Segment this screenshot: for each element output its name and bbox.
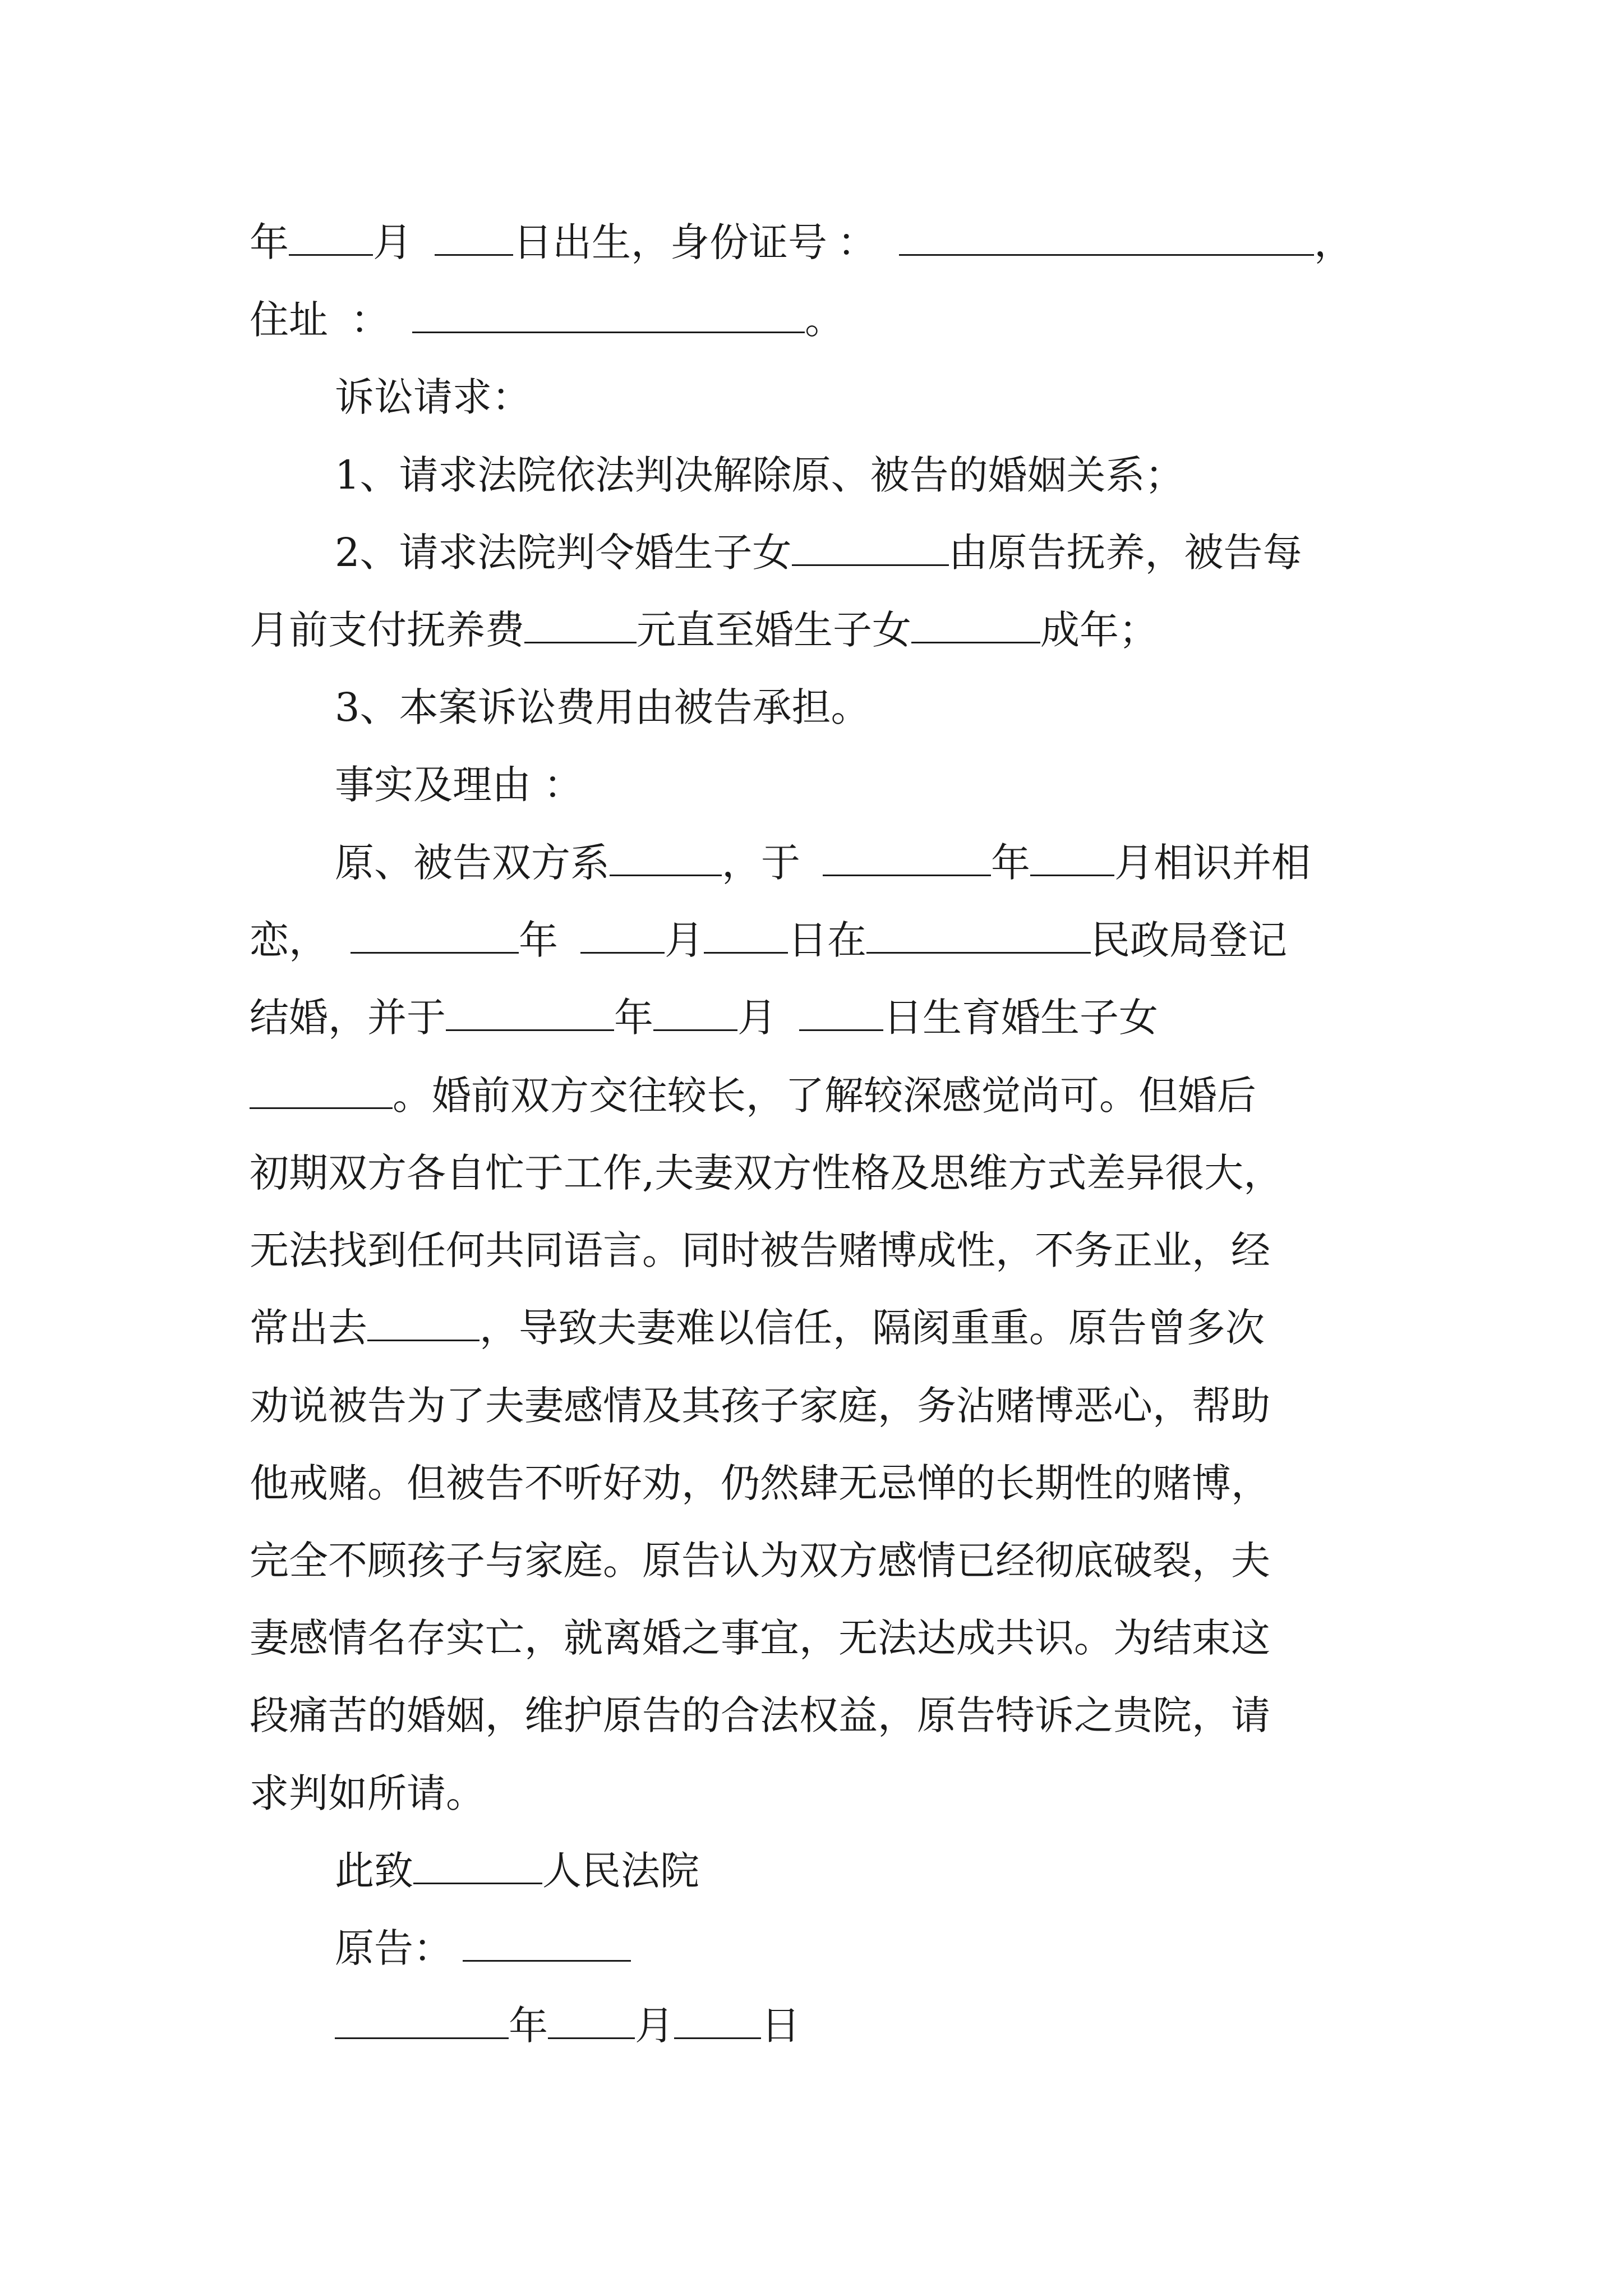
facts-text: 民政局登记 (1091, 917, 1287, 963)
marriage-day-blank[interactable] (704, 919, 788, 954)
claim-2-cont-c: 成年； (1040, 607, 1158, 653)
date-month-blank[interactable] (548, 2005, 635, 2039)
claim-3: 3、本案诉讼费用由被告承担。 (335, 684, 870, 730)
activity-blank[interactable] (367, 1307, 479, 1341)
date-year-label: 年 (509, 2003, 548, 2049)
facts-text: 结婚，并于 (250, 995, 446, 1041)
meet-month-blank[interactable] (1030, 842, 1114, 876)
facts-text: 日生育婚生子女 (883, 995, 1158, 1041)
facts-line-12: 段痛苦的婚姻，维护原告的合法权益，原告特诉之贵院，请 (250, 1692, 1270, 1738)
facts-text: 常出去 (250, 1305, 367, 1351)
facts-text: 月 (665, 917, 704, 963)
claim-2-cont-b: 元直至婚生子女 (637, 607, 911, 653)
civil-affairs-bureau-blank[interactable] (866, 919, 1091, 954)
address-colon: ： (351, 297, 390, 343)
claim-2-cont-a: 月前支付抚养费 (250, 607, 524, 653)
facts-line-1 (335, 829, 1311, 896)
claim-2-text-a: 2、请求法院判令婚生子女 (335, 530, 792, 576)
marriage-month-blank[interactable] (580, 919, 665, 954)
birth-year-blank[interactable] (446, 997, 614, 1031)
closing-line (335, 1837, 699, 1904)
claim-2-continuation (250, 596, 1158, 664)
plaintiff-label: 原告： (335, 1925, 453, 1971)
month-label: 月 (373, 219, 412, 265)
facts-text: ，导致夫妻难以信任，隔阂重重。原告曾多次 (479, 1305, 1265, 1351)
relationship-blank[interactable] (610, 842, 722, 876)
facts-text: 日在 (788, 917, 866, 963)
support-amount-blank[interactable] (524, 609, 637, 643)
child-birth-day-blank[interactable] (799, 997, 883, 1031)
claim-2 (335, 519, 1302, 586)
facts-line-8: 劝说被告为了夫妻感情及其孩子家庭，务沾赌博恶心，帮助 (250, 1383, 1270, 1429)
facts-text: ，于 (722, 840, 800, 886)
address-label: 住址 (250, 297, 328, 343)
plaintiff-line (335, 1915, 631, 1982)
period: 。 (805, 297, 844, 343)
address-blank[interactable] (412, 299, 805, 333)
facts-text: 原、被告双方系 (335, 840, 610, 886)
facts-heading: 事实及理由 ： (335, 762, 583, 808)
facts-text: 月相识并相 (1114, 840, 1311, 886)
birth-month-blank[interactable] (289, 222, 373, 256)
comma: ， (1314, 219, 1353, 265)
plaintiff-name-blank[interactable] (463, 1927, 631, 1962)
date-year-blank[interactable] (335, 2005, 509, 2039)
year-label: 年 (250, 219, 289, 265)
facts-text: 年 (991, 840, 1030, 886)
facts-line-13: 求判如所请。 (250, 1770, 485, 1816)
date-day-blank[interactable] (674, 2005, 761, 2039)
facts-line-10: 完全不顾孩子与家庭。原告认为双方感情已经彻底破裂，夫 (250, 1538, 1270, 1584)
facts-line-2 (250, 907, 1287, 974)
facts-line-5: 初期双方各自忙于工作,夫妻双方性格及思维方式差异很大， (250, 1150, 1283, 1196)
facts-text: 年 (614, 995, 653, 1041)
child-birth-month-blank[interactable] (653, 997, 737, 1031)
birth-label: 日出生 (513, 219, 631, 265)
claims-heading: 诉讼请求： (335, 374, 531, 420)
facts-line-11: 妻感情名存实亡，就离婚之事宜，无法达成共识。为结束这 (250, 1615, 1270, 1661)
court-label: 人民法院 (542, 1848, 699, 1894)
id-colon: ： (837, 219, 877, 265)
facts-line-6: 无法找到任何共同语言。同时被告赌博成性，不务正业，经 (250, 1227, 1270, 1273)
child-name-blank-3[interactable] (250, 1075, 393, 1109)
birth-id-line (250, 209, 1353, 276)
claim-1: 1、请求法院依法判决解除原、被告的婚姻关系； (335, 452, 1184, 498)
facts-line-9: 他戒赌。但被告不听好劝，仍然肆无忌惮的长期性的赌博， (250, 1460, 1270, 1506)
child-name-blank-2[interactable] (911, 609, 1040, 643)
closing-text: 此致 (335, 1848, 413, 1894)
child-name-blank[interactable] (792, 532, 949, 566)
birth-day-blank[interactable] (435, 222, 513, 256)
meet-year-blank[interactable] (823, 842, 991, 876)
facts-text: 月 (737, 995, 777, 1041)
facts-text: 恋， (250, 917, 328, 963)
id-number-label: ，身份证号 (631, 219, 827, 265)
id-number-blank[interactable] (899, 222, 1314, 256)
date-line (335, 1992, 800, 2059)
facts-line-4 (250, 1062, 1256, 1129)
facts-line-3 (250, 984, 1158, 1051)
address-line (250, 286, 844, 353)
date-day-label: 日 (761, 2003, 800, 2049)
facts-text: 。婚前双方交往较长，了解较深感觉尚可。但婚后 (393, 1073, 1256, 1119)
claim-2-text-b: 由原告抚养，被告每 (948, 530, 1302, 576)
marriage-year-blank[interactable] (351, 919, 519, 954)
court-name-blank[interactable] (413, 1850, 542, 1884)
facts-line-7 (250, 1294, 1265, 1361)
date-month-label: 月 (635, 2003, 674, 2049)
facts-text: 年 (519, 917, 558, 963)
